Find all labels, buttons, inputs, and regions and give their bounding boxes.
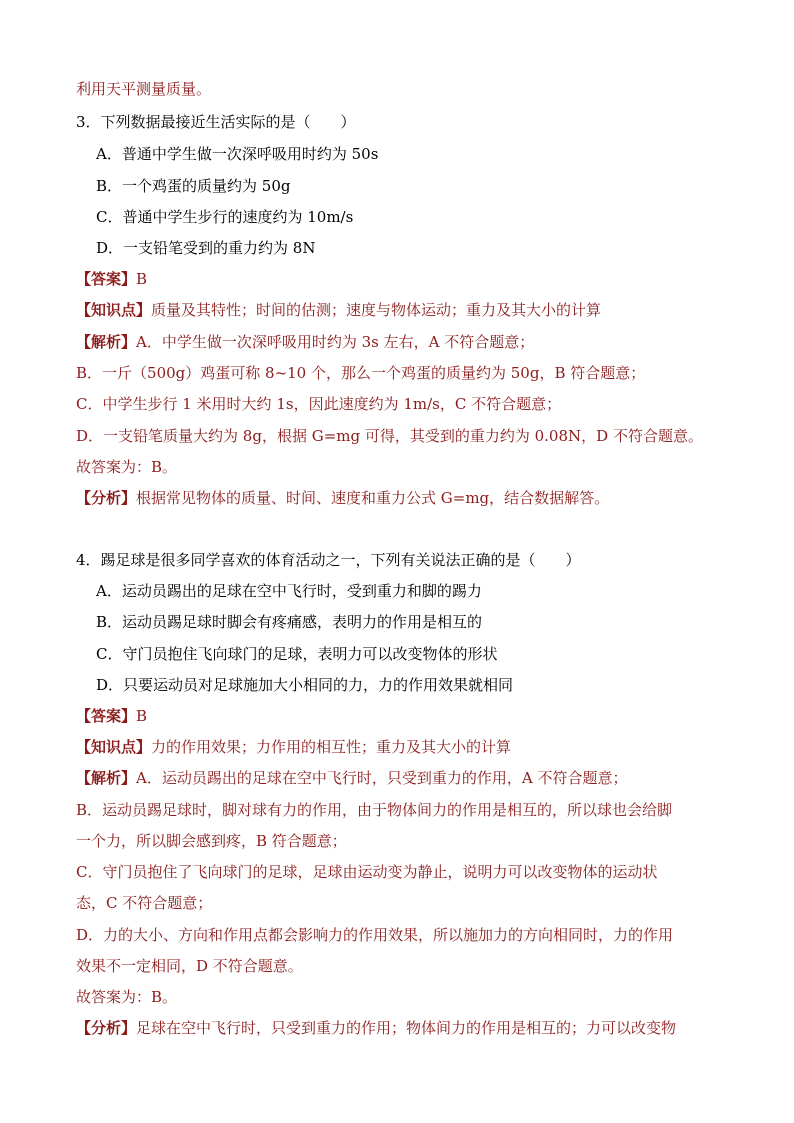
- q3-option-d: D．一支铅笔受到的重力约为 8N: [96, 239, 316, 257]
- q3-analysis-line: B．一斤（500g）鸡蛋可称 8~10 个，那么一个鸡蛋的质量约为 50g，B 符合题意；: [76, 364, 646, 382]
- q4-analysis-line: D．力的大小、方向和作用点都会影响力的作用效果，所以施加力的方向相同时，力的作用: [76, 926, 674, 944]
- q4-knowledge-tag: 【知识点】: [76, 738, 152, 756]
- q3-knowledge-tag: 【知识点】: [76, 301, 152, 319]
- q3-option-c: C．普通中学生步行的速度约为 10m/s: [96, 208, 354, 226]
- q3-analysis-first: A．中学生做一次深呼吸用时约为 3s 左右，A 不符合题意；: [136, 333, 535, 351]
- q3-analysis-line: D．一支铅笔质量大约为 8g，根据 G=mg 可得，其受到的重力约为 0.08N，D 不符合题意。: [76, 427, 703, 445]
- q4-summary-tag: 【分析】: [76, 1019, 137, 1037]
- q3-option-a: A．普通中学生做一次深呼吸用时约为 50s: [96, 145, 379, 163]
- q4-analysis-line: 效果不一定相同，D 不符合题意。: [76, 957, 303, 975]
- q4-analysis-line: B．运动员踢足球时，脚对球有力的作用，由于物体间力的作用是相互的，所以球也会给脚: [76, 801, 673, 819]
- q3-answer-value: B: [136, 270, 148, 288]
- q4-answer-tag: 【答案】: [76, 707, 137, 725]
- q4-option-a: A．运动员踢出的足球在空中飞行时，受到重力和脚的踢力: [96, 582, 482, 600]
- q4-answer: [76, 706, 147, 726]
- q3-answer: [76, 269, 147, 289]
- q3-answer-tag: 【答案】: [76, 270, 137, 288]
- intro-line: 利用天平测量质量。: [76, 80, 212, 98]
- q4-analysis-line: 态，C 不符合题意；: [76, 894, 213, 912]
- q4-answer-value: B: [136, 707, 148, 725]
- q3-stem: 3．下列数据最接近生活实际的是（ ）: [76, 113, 356, 131]
- q4-analysis-tag: 【解析】: [76, 769, 137, 787]
- q4-conclusion: 故答案为：B。: [76, 988, 178, 1006]
- q4-analysis-line: C．守门员抱住了飞向球门的足球，足球由运动变为静止，说明力可以改变物体的运动状: [76, 863, 658, 881]
- q4-knowledge: [76, 737, 511, 757]
- q3-summary-text: 根据常见物体的质量、时间、速度和重力公式 G=mg，结合数据解答。: [136, 489, 610, 507]
- q4-summary-text: 足球在空中飞行时，只受到重力的作用；物体间力的作用是相互的；力可以改变物: [136, 1019, 677, 1037]
- q4-option-c: C．守门员抱住飞向球门的足球，表明力可以改变物体的形状: [96, 645, 498, 663]
- q4-option-d: D．只要运动员对足球施加大小相同的力，力的作用效果就相同: [96, 676, 514, 694]
- q3-summary-tag: 【分析】: [76, 489, 137, 507]
- q3-analysis-tag: 【解析】: [76, 333, 137, 351]
- q4-knowledge-text: 力的作用效果；力作用的相互性；重力及其大小的计算: [151, 738, 512, 756]
- q3-conclusion: 故答案为：B。: [76, 458, 178, 476]
- q3-knowledge: [76, 300, 601, 320]
- q4-analysis-first: A．运动员踢出的足球在空中飞行时，只受到重力的作用，A 不符合题意；: [136, 769, 628, 787]
- q3-analysis: [76, 332, 534, 352]
- q4-stem: 4．踢足球是很多同学喜欢的体育活动之一，下列有关说法正确的是（ ）: [76, 551, 581, 569]
- q4-analysis: [76, 768, 627, 788]
- q3-summary: [76, 488, 609, 508]
- q4-option-b: B．运动员踢足球时脚会有疼痛感，表明力的作用是相互的: [96, 613, 483, 631]
- q3-option-b: B．一个鸡蛋的质量约为 50g: [96, 177, 291, 195]
- q3-analysis-line: C．中学生步行 1 米用时大约 1s，因此速度约为 1m/s，C 不符合题意；: [76, 395, 562, 413]
- q3-knowledge-text: 质量及其特性；时间的估测；速度与物体运动；重力及其大小的计算: [151, 301, 602, 319]
- q4-analysis-line: 一个力，所以脚会感到疼，B 符合题意；: [76, 832, 347, 850]
- q4-summary: [76, 1018, 676, 1038]
